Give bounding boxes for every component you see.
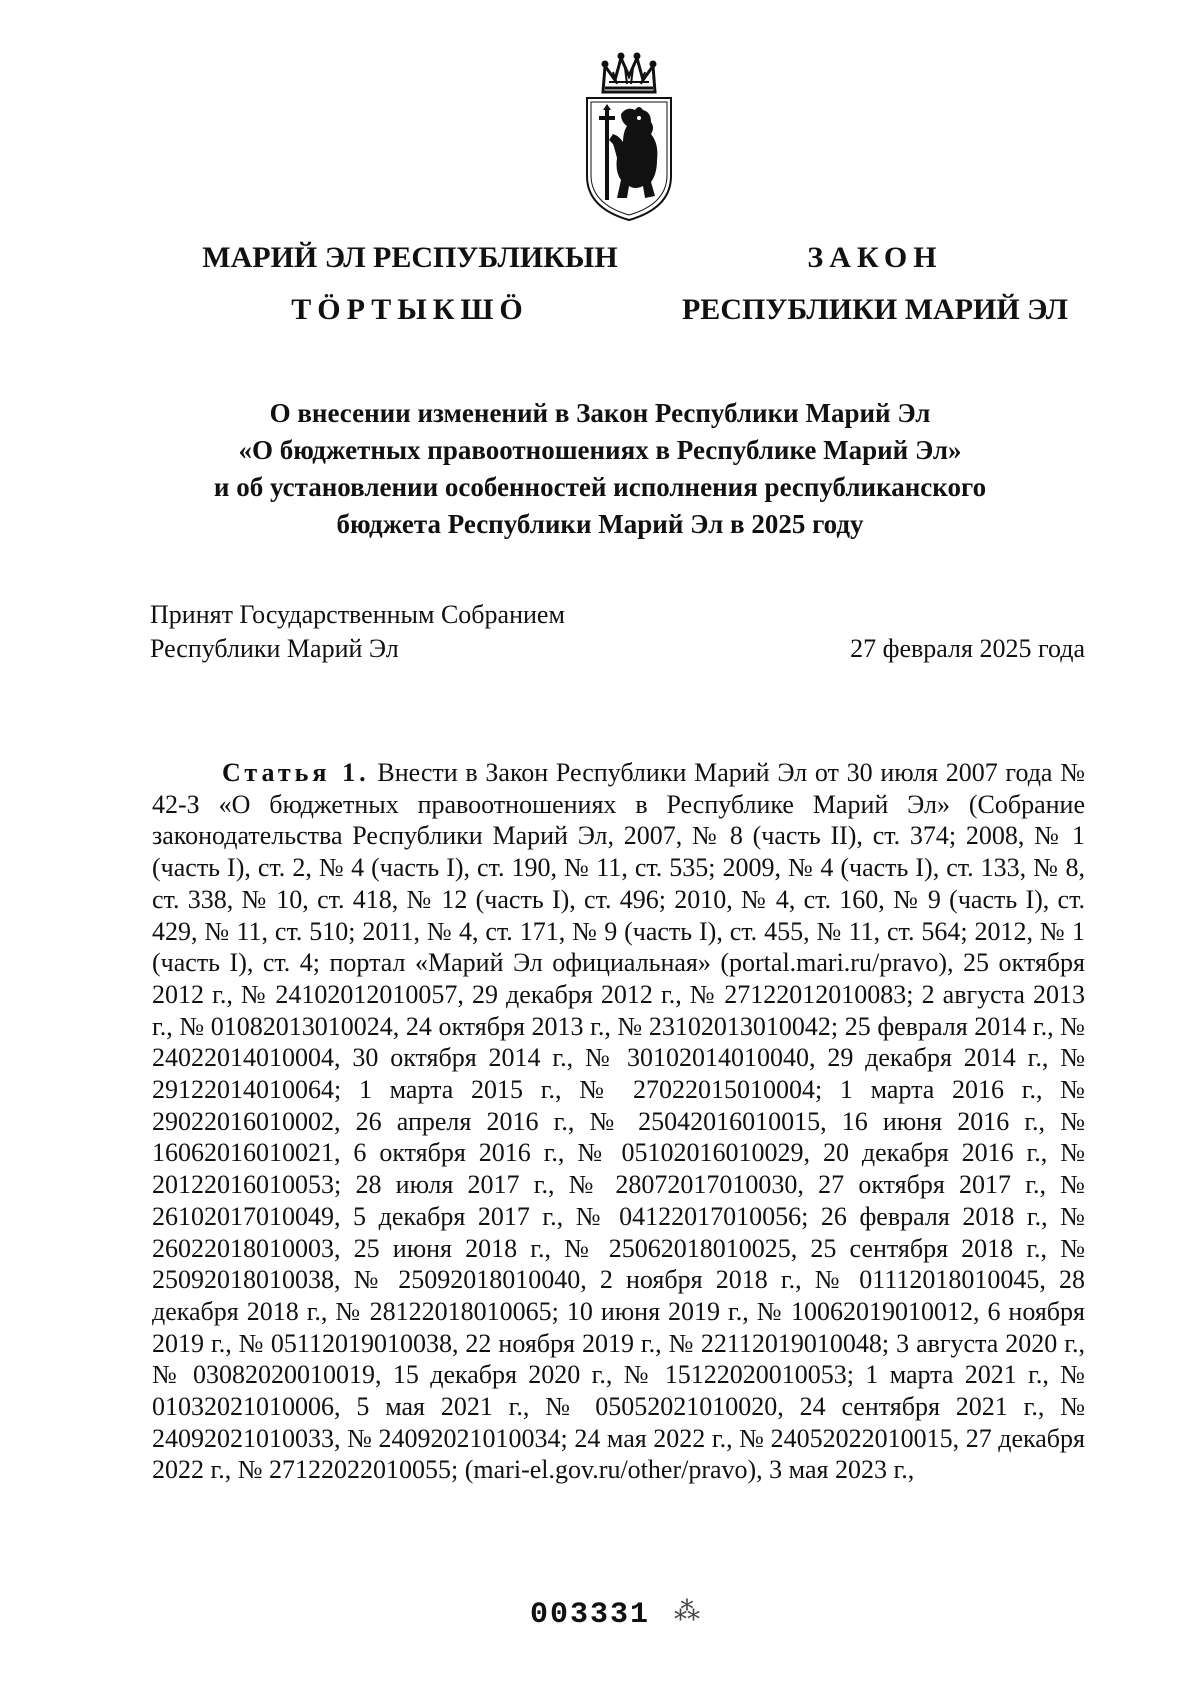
adoption-line: Принят Государственным Собранием [150, 600, 565, 629]
header-left-line2: ТӦРТЫКШӦ [291, 293, 529, 326]
header-right-line1: ЗАКОН [807, 241, 943, 274]
document-serial-number: 003331 [530, 1598, 651, 1632]
adoption-line: Республики Марий Эл [150, 634, 399, 663]
article-label: Статья 1. [222, 758, 370, 787]
article-text: Внести в Закон Республики Марий Эл от 30 июля 2007 года № 42-З «О бюджетных правоотношениях в Республике Марий Эл» (Собрание законодательства Республики Марий Эл, 2007, № 8 (часть II), ст. 374; 2008, № 1 (часть I), ст. 2, № 4 (часть I), ст. 190, № 11, ст. 535; 2009, № 4 (часть I), ст. 133, № 8, ст. 338, № 10, ст. 418, № 12 (часть I), ст. 496; 2010, № 4, ст. 160, № 9 (часть I), ст. 429, № 11, ст. 510; 2011, № 4, ст. 171, № 9 (часть I), ст. 455, № 11, ст. 564; 2012, № 1 (часть I), ст. 4; портал «Марий Эл официальная» (portal.mari.ru/pravo), 25 октября 2012 г., № 24102012010057, 29 декабря 2012 г., № 27122012010083; 2 августа 2013 г., № 01082013010024, 24 октября 2013 г., № 23102013010042; 25 февраля 2014 г., № 24022014010004, 30 октября 2014 г., № 30102014010040, 29 декабря 2014 г., № 29122014010064; 1 марта 2015 г., № 27022015010004; 1 марта 2016 г., № 29022016010002, 26 апреля 2016 г., № 25042016010015, 16 июня 2016 г., № 16062016010021, 6 октября 2016 г., № 05102016010029, 20 декабря 2016 г., № 20122016010053; 28 июля 2017 г., № 28072017010030, 27 октября 2017 г., № 26102017010049, 5 декабря 2017 г., № 04122017010056; 26 февраля 2018 г., № 26022018010003, 25 июня 2018 г., № 25062018010025, 25 сентября 2018 г., № 25092018010038, № 25092018010040, 2 ноября 2018 г., № 01112018010045, 28 декабря 2018 г., № 28122018010065; 10 июня 2019 г., № 10062019010012, 6 ноября 2019 г., № 05112019010038, 22 ноября 2019 г., № 22112019010048; 3 августа 2020 г., № 03082020010019, 15 декабря 2020 г., № 15122020010053; 1 марта 2021 г., № 01032021010006, 5 мая 2021 г., № 05052021010020, 24 сентября 2021 г., № 24092021010033, № 24092021010034; 24 мая 2022 г., № 24052022010015, 27 декабря 2022 г., № 27122022010055; (mari-el.gov.ru/other/pravo), 3 мая 2023 г., [152, 758, 1085, 1485]
article-1 [152, 757, 1085, 1486]
adoption-statement [150, 598, 565, 666]
title-line: и об установлении особенностей исполнения республиканского [213, 472, 987, 502]
serial-mark-icon: ⁂ [674, 1597, 700, 1626]
title-line: бюджета Республики Марий Эл в 2025 году [336, 509, 864, 539]
title-line: О внесении изменений в Закон Республики Марий Эл [269, 398, 931, 428]
header-left-line1: МАРИЙ ЭЛ РЕСПУБЛИКЫН [202, 241, 618, 274]
law-title [150, 395, 1050, 543]
title-line: «О бюджетных правоотношениях в Республике Марий Эл» [238, 435, 962, 465]
coat-of-arms-icon [575, 48, 683, 224]
adoption-date: 27 февраля 2025 года [850, 634, 1085, 663]
header-right-line2: РЕСПУБЛИКИ МАРИЙ ЭЛ [681, 293, 1068, 326]
